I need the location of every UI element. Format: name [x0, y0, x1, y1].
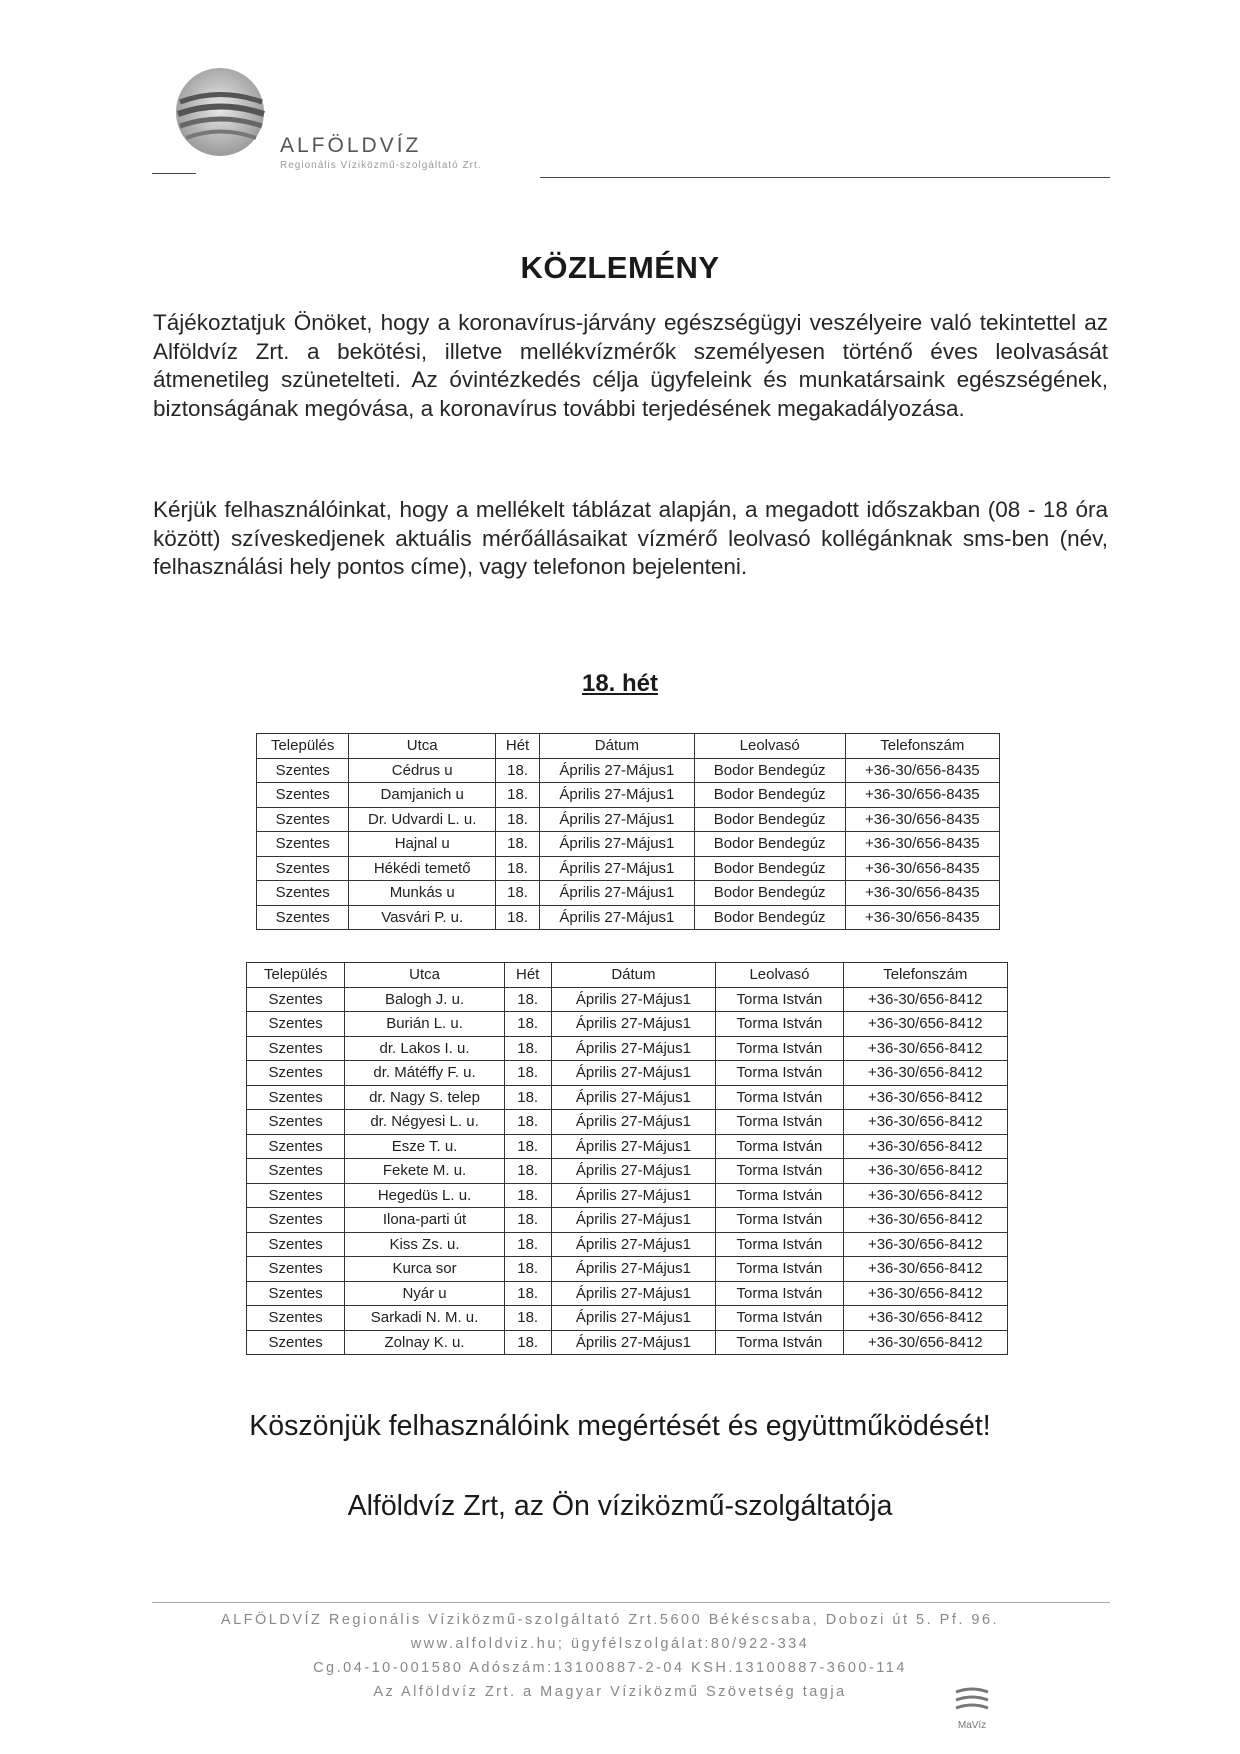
table-cell: Nyár u [345, 1281, 504, 1306]
table-cell: Április 27-Május1 [551, 1110, 716, 1135]
notice-paragraph-2: Kérjük felhasználóinkat, hogy a mellékelt táblázat alapján, a megadott időszakban (08 - 18 óra között) szíveskedjenek aktuális mérőállásaikat vízmérő leolvasó kollégánknak sms-ben (név, felhasználási hely pontos címe), vagy telefonon bejelenteni. [153, 497, 1108, 579]
table-cell: Április 27-Május1 [551, 1036, 716, 1061]
table-cell: 18. [496, 905, 540, 930]
footer-address: ALFÖLDVÍZ Regionális Víziközmű-szolgáltató Zrt.5600 Békéscsaba, Dobozi út 5. Pf. 96. [220, 1612, 1000, 1628]
table-cell: 18. [504, 1306, 551, 1331]
table-cell: dr. Nagy S. telep [345, 1085, 504, 1110]
table-row [257, 807, 1000, 832]
table-row [247, 1036, 1008, 1061]
table-cell: Szentes [247, 1208, 345, 1233]
table-cell: Április 27-Május1 [551, 1061, 716, 1086]
table-row [257, 783, 1000, 808]
table-row [257, 758, 1000, 783]
table-cell: 18. [496, 832, 540, 857]
table-cell: Szentes [257, 881, 349, 906]
table-cell: Torma István [716, 1134, 843, 1159]
mavir-logo-icon [950, 1684, 994, 1734]
table-cell: +36-30/656-8412 [843, 1061, 1007, 1086]
table-cell: Torma István [716, 1306, 843, 1331]
table-cell: Szentes [257, 832, 349, 857]
table-cell: 18. [504, 1208, 551, 1233]
table-cell: Torma István [716, 1110, 843, 1135]
table-cell: Bodor Bendegúz [694, 881, 845, 906]
table-cell: 18. [504, 1110, 551, 1135]
company-name: ALFÖLDVÍZ [280, 134, 422, 157]
table-cell: Torma István [716, 1232, 843, 1257]
notice-title: KÖZLEMÉNY [520, 250, 720, 285]
table-cell: Torma István [716, 1036, 843, 1061]
table-cell: Szentes [247, 987, 345, 1012]
table-cell: Bodor Bendegúz [694, 783, 845, 808]
table-cell: 18. [504, 1183, 551, 1208]
table-cell: Április 27-Május1 [551, 1085, 716, 1110]
table-cell: Szentes [247, 1134, 345, 1159]
table-cell: 18. [504, 1085, 551, 1110]
table-cell: Április 27-Május1 [551, 1159, 716, 1184]
table-cell: Szentes [247, 1330, 345, 1355]
table-cell: 18. [496, 758, 540, 783]
table-cell: Szentes [247, 1159, 345, 1184]
table-cell: 18. [504, 1281, 551, 1306]
table-cell: Bodor Bendegúz [694, 856, 845, 881]
column-header: Dátum [540, 734, 695, 759]
table-cell: Április 27-Május1 [540, 758, 695, 783]
table-cell: 18. [504, 1061, 551, 1086]
table-cell: Április 27-Május1 [540, 783, 695, 808]
table-cell: +36-30/656-8412 [843, 1281, 1007, 1306]
alfoldviz-logo-icon [150, 62, 290, 172]
table-cell: Hajnal u [349, 832, 496, 857]
table-cell: 18. [496, 807, 540, 832]
column-header: Település [247, 963, 345, 988]
footer-membership: Az Alföldvíz Zrt. a Magyar Víziközmű Szövetség tagja [373, 1684, 847, 1700]
table-cell: Hékédi temető [349, 856, 496, 881]
week-heading: 18. hét [581, 670, 659, 697]
table-cell: Április 27-Május1 [540, 832, 695, 857]
reader-schedule-table-1 [256, 733, 1000, 930]
signature: Alföldvíz Zrt, az Ön víziközmű-szolgáltatója [347, 1490, 893, 1522]
table-cell: 18. [504, 987, 551, 1012]
column-header: Hét [504, 963, 551, 988]
table-row [257, 832, 1000, 857]
thanks-message: Köszönjük felhasználóink megértését és együttműködését! [249, 1410, 991, 1442]
table-row [247, 1330, 1008, 1355]
table-cell: Szentes [257, 807, 349, 832]
table-cell: 18. [496, 881, 540, 906]
table-cell: Április 27-Május1 [540, 807, 695, 832]
table-cell: Burián L. u. [345, 1012, 504, 1037]
table-row [257, 856, 1000, 881]
table-cell: Torma István [716, 1257, 843, 1282]
table-row [247, 1306, 1008, 1331]
table-cell: +36-30/656-8412 [843, 1257, 1007, 1282]
column-header: Dátum [551, 963, 716, 988]
table-cell: Torma István [716, 1061, 843, 1086]
table-cell: Április 27-Május1 [551, 1330, 716, 1355]
table-row [247, 1159, 1008, 1184]
table-cell: Szentes [247, 1061, 345, 1086]
table-cell: Hegedüs L. u. [345, 1183, 504, 1208]
table-cell: Bodor Bendegúz [694, 807, 845, 832]
table-cell: 18. [504, 1159, 551, 1184]
column-header: Utca [345, 963, 504, 988]
table-cell: Zolnay K. u. [345, 1330, 504, 1355]
table-row [247, 1110, 1008, 1135]
table-header-row [257, 734, 1000, 759]
table-cell: Cédrus u [349, 758, 496, 783]
table-row [247, 1012, 1008, 1037]
table-cell: 18. [504, 1330, 551, 1355]
table-cell: Szentes [247, 1085, 345, 1110]
table-cell: Bodor Bendegúz [694, 758, 845, 783]
table-cell: Bodor Bendegúz [694, 905, 845, 930]
table-cell: +36-30/656-8412 [843, 987, 1007, 1012]
table-row [247, 1134, 1008, 1159]
column-header: Telefonszám [843, 963, 1007, 988]
table-cell: Szentes [257, 905, 349, 930]
table-cell: Szentes [247, 1183, 345, 1208]
table-cell: Szentes [247, 1257, 345, 1282]
table-cell: Április 27-Május1 [551, 1306, 716, 1331]
table-cell: Vasvári P. u. [349, 905, 496, 930]
column-header: Hét [496, 734, 540, 759]
table-cell: Április 27-Május1 [551, 1183, 716, 1208]
table-cell: Április 27-Május1 [540, 856, 695, 881]
table-cell: 18. [504, 1257, 551, 1282]
table-cell: Torma István [716, 1330, 843, 1355]
header-divider-left [152, 173, 196, 174]
table-cell: +36-30/656-8412 [843, 1159, 1007, 1184]
column-header: Utca [349, 734, 496, 759]
table-row [247, 1257, 1008, 1282]
notice-paragraph-1: Tájékoztatjuk Önöket, hogy a koronavírus-járvány egészségügyi veszélyeire való tekintettel az Alföldvíz Zrt. a bekötési, illetve mellékvízmérők személyesen történő éves leolvasását átmenetileg szünetelteti. Az óvintézkedés célja ügyfeleink és munkatársaink egészségének, biztonságának megóvása, a koronavírus további terjedésének megakadályozása. [153, 310, 1108, 421]
table-cell: Április 27-Május1 [551, 1208, 716, 1233]
table-header-row [247, 963, 1008, 988]
table-cell: Április 27-Május1 [551, 1281, 716, 1306]
table-cell: 18. [504, 1134, 551, 1159]
table-cell: Torma István [716, 987, 843, 1012]
table-row [247, 1061, 1008, 1086]
table-cell: Április 27-Május1 [540, 881, 695, 906]
table-cell: Ilona-parti út [345, 1208, 504, 1233]
table-cell: Április 27-Május1 [551, 1232, 716, 1257]
footer-contact: www.alfoldviz.hu; ügyfélszolgálat:80/922-334 [410, 1636, 810, 1652]
table-row [257, 881, 1000, 906]
table-cell: Torma István [716, 1183, 843, 1208]
table-cell: Torma István [716, 1085, 843, 1110]
table-cell: +36-30/656-8435 [845, 783, 999, 808]
table-cell: Április 27-Május1 [551, 1012, 716, 1037]
table-cell: Torma István [716, 1159, 843, 1184]
table-cell: Dr. Udvardi L. u. [349, 807, 496, 832]
table-cell: Bodor Bendegúz [694, 832, 845, 857]
table-cell: +36-30/656-8412 [843, 1232, 1007, 1257]
table-row [247, 1232, 1008, 1257]
table-row [257, 905, 1000, 930]
table-cell: dr. Lakos I. u. [345, 1036, 504, 1061]
table-cell: Szentes [247, 1012, 345, 1037]
table-cell: Kurca sor [345, 1257, 504, 1282]
table-row [247, 1085, 1008, 1110]
table-cell: Szentes [247, 1281, 345, 1306]
table-cell: Damjanich u [349, 783, 496, 808]
mavir-logo-text: MaVíz [957, 1720, 987, 1731]
table-cell: Kiss Zs. u. [345, 1232, 504, 1257]
table-cell: Fekete M. u. [345, 1159, 504, 1184]
table-cell: Szentes [257, 856, 349, 881]
footer-registration: Cg.04-10-001580 Adószám:13100887-2-04 KSH.13100887-3600-114 [313, 1660, 907, 1676]
table-row [247, 987, 1008, 1012]
table-cell: Április 27-Május1 [551, 1134, 716, 1159]
table-cell: +36-30/656-8412 [843, 1085, 1007, 1110]
table-cell: Sarkadi N. M. u. [345, 1306, 504, 1331]
table-cell: Esze T. u. [345, 1134, 504, 1159]
table-cell: Szentes [247, 1036, 345, 1061]
table-cell: Április 27-Május1 [540, 905, 695, 930]
table-cell: 18. [504, 1012, 551, 1037]
table-cell: 18. [496, 783, 540, 808]
header-divider-right [540, 177, 1110, 178]
table-cell: Szentes [257, 758, 349, 783]
table-cell: 18. [504, 1232, 551, 1257]
table-cell: Torma István [716, 1012, 843, 1037]
column-header: Település [257, 734, 349, 759]
company-tagline: Regionális Víziközmű-szolgáltató Zrt. [280, 160, 482, 171]
table-row [247, 1281, 1008, 1306]
table-cell: +36-30/656-8412 [843, 1183, 1007, 1208]
table-cell: +36-30/656-8412 [843, 1110, 1007, 1135]
column-header: Leolvasó [694, 734, 845, 759]
reader-schedule-table-2 [246, 962, 1008, 1355]
table-cell: Munkás u [349, 881, 496, 906]
table-cell: +36-30/656-8412 [843, 1208, 1007, 1233]
table-cell: 18. [496, 856, 540, 881]
table-cell: Balogh J. u. [345, 987, 504, 1012]
table-row [247, 1208, 1008, 1233]
column-header: Telefonszám [845, 734, 999, 759]
table-cell: dr. Négyesi L. u. [345, 1110, 504, 1135]
table-cell: 18. [504, 1036, 551, 1061]
table-cell: +36-30/656-8412 [843, 1330, 1007, 1355]
table-cell: Április 27-Május1 [551, 1257, 716, 1282]
column-header: Leolvasó [716, 963, 843, 988]
table-cell: +36-30/656-8435 [845, 881, 999, 906]
table-cell: Szentes [247, 1306, 345, 1331]
table-cell: +36-30/656-8412 [843, 1306, 1007, 1331]
table-cell: +36-30/656-8412 [843, 1134, 1007, 1159]
footer-divider [152, 1602, 1110, 1603]
table-cell: Torma István [716, 1208, 843, 1233]
table-cell: dr. Mátéffy F. u. [345, 1061, 504, 1086]
table-row [247, 1183, 1008, 1208]
table-cell: +36-30/656-8412 [843, 1012, 1007, 1037]
table-cell: Szentes [257, 783, 349, 808]
table-cell: Április 27-Május1 [551, 987, 716, 1012]
table-cell: +36-30/656-8435 [845, 856, 999, 881]
table-cell: +36-30/656-8435 [845, 807, 999, 832]
table-cell: Szentes [247, 1232, 345, 1257]
table-cell: +36-30/656-8412 [843, 1036, 1007, 1061]
table-cell: Torma István [716, 1281, 843, 1306]
table-cell: Szentes [247, 1110, 345, 1135]
table-cell: +36-30/656-8435 [845, 905, 999, 930]
table-cell: +36-30/656-8435 [845, 758, 999, 783]
table-cell: +36-30/656-8435 [845, 832, 999, 857]
